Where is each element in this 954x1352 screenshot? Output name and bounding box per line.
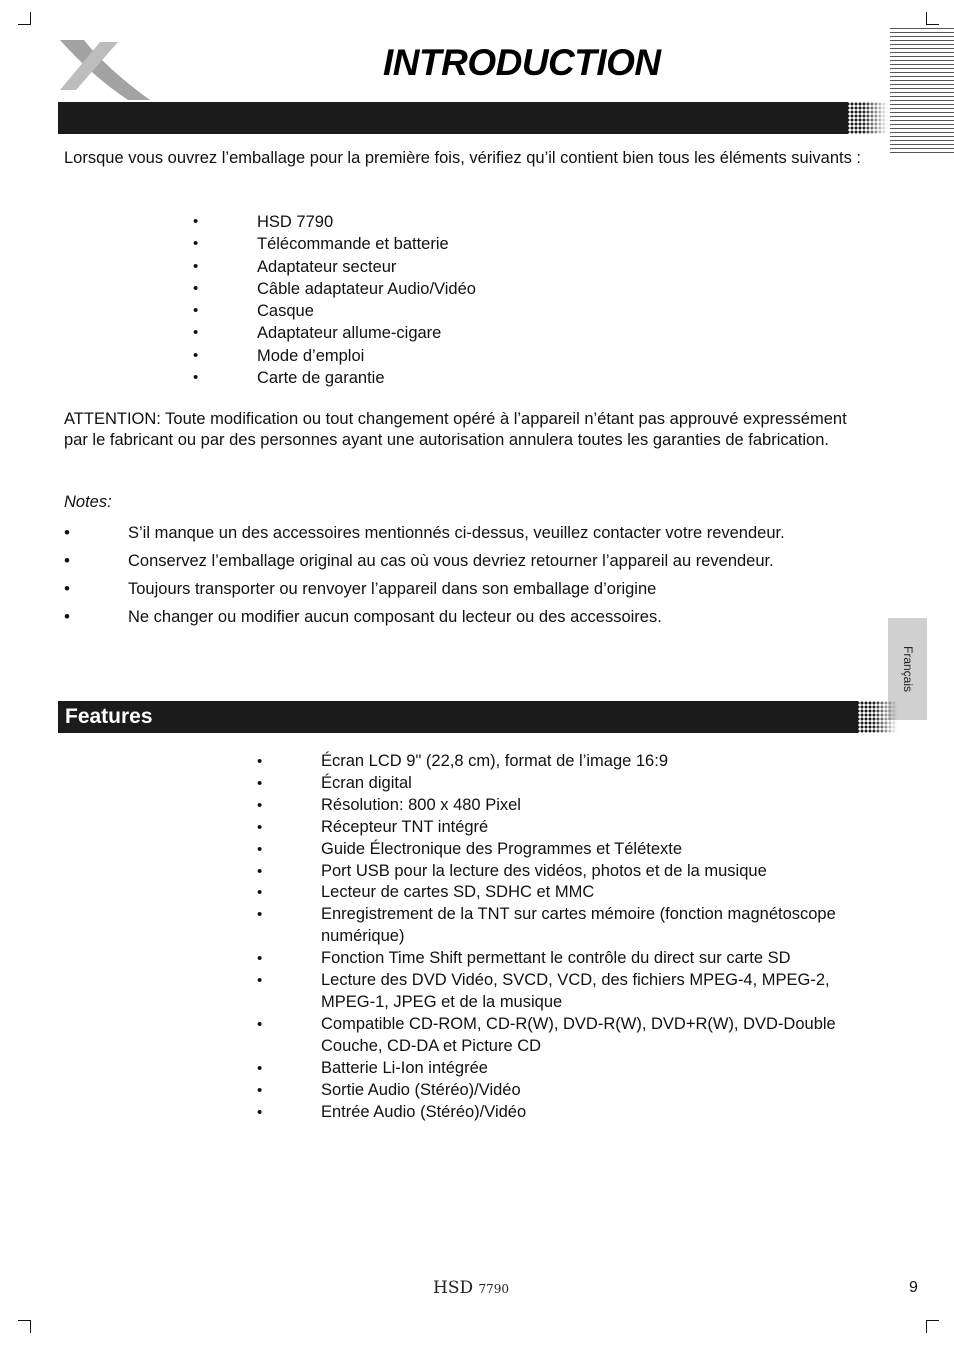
note-item-text: Toujours transporter ou renvoyer l’appareil dans son emballage d’origine: [128, 580, 657, 598]
features-heading: Features: [65, 705, 153, 728]
bullet-icon: •: [193, 279, 199, 297]
bullet-icon: •: [257, 1059, 263, 1077]
feature-item: [257, 948, 877, 970]
feature-item-text: Récepteur TNT intégré: [321, 817, 489, 836]
feature-item: [257, 882, 877, 904]
header-bar: [58, 102, 848, 134]
feature-item: [257, 1014, 877, 1058]
accessory-item-text: Câble adaptateur Audio/Vidéo: [257, 279, 476, 298]
bullet-icon: •: [257, 1081, 263, 1099]
intro-paragraph: Lorsque vous ouvrez l’emballage pour la première fois, vérifiez qu’il contient bien tous les éléments suivants :: [64, 149, 861, 167]
feature-item-text: Guide Électronique des Programmes et Télétexte: [321, 839, 683, 858]
bullet-icon: •: [193, 213, 199, 230]
bullet-icon: •: [257, 818, 263, 836]
note-item: [64, 547, 884, 575]
feature-item-text: Port USB pour la lecture des vidéos, photos et de la musique: [321, 861, 767, 880]
bullet-icon: •: [64, 551, 70, 570]
bullet-icon: •: [257, 1103, 263, 1121]
feature-item: [257, 839, 877, 861]
feature-item-text: Lecteur de cartes SD, SDHC et MMC: [321, 883, 595, 902]
feature-item: [257, 1102, 877, 1124]
accessory-item-text: Adaptateur secteur: [257, 257, 397, 276]
bullet-icon: •: [64, 523, 70, 542]
note-item: [64, 519, 884, 547]
page-number: 9: [909, 1279, 918, 1296]
features-bar: [58, 701, 858, 733]
feature-item: [257, 1058, 877, 1080]
crop-mark-top-right: [926, 12, 939, 25]
crop-mark-top-left: [18, 12, 31, 25]
bullet-icon: •: [257, 884, 263, 902]
accessory-item-text: HSD 7790: [257, 213, 334, 231]
bullet-icon: •: [64, 607, 70, 626]
footer-model: [433, 1278, 509, 1298]
bullet-icon: •: [257, 753, 263, 770]
feature-item-text: Lecture des DVD Vidéo, SVCD, VCD, des fichiers MPEG-4, MPEG-2, MPEG-1, JPEG et de la musique: [321, 971, 830, 1011]
crop-mark-bottom-right: [926, 1320, 939, 1333]
accessory-item: [193, 278, 693, 300]
bullet-icon: •: [193, 257, 199, 275]
feature-item-text: Résolution: 800 x 480 Pixel: [321, 795, 521, 814]
accessory-item-text: Adaptateur allume-cigare: [257, 324, 442, 343]
features-list: [257, 751, 877, 1123]
notes-label: Notes:: [64, 493, 112, 511]
page-title: INTRODUCTION: [383, 42, 661, 83]
bullet-icon: •: [193, 346, 199, 364]
accessory-item: [193, 256, 693, 278]
accessories-list: [193, 211, 693, 389]
bullet-icon: •: [193, 369, 199, 387]
language-tab-label: Français: [900, 645, 915, 693]
accessory-item: [193, 345, 693, 367]
feature-item: [257, 1080, 877, 1102]
feature-item-text: Compatible CD-ROM, CD-R(W), DVD-R(W), DVD+R(W), DVD-Double Couche, CD-DA et Picture CD: [321, 1014, 836, 1055]
feature-item-text: Batterie Li-Ion intégrée: [321, 1058, 488, 1077]
accessory-item: [193, 300, 693, 322]
attention-paragraph: ATTENTION: Toute modification ou tout changement opéré à l’appareil n’étant pas approuvé expressément par le fabricant ou par des personnes ayant une autorisation annulera toutes les garanties de fabrication.: [64, 410, 847, 450]
x-logo-icon: [54, 38, 154, 104]
bullet-icon: •: [257, 972, 263, 990]
accessory-item: [193, 367, 693, 389]
accessory-item-text: Casque: [257, 302, 314, 321]
bullet-icon: •: [193, 235, 199, 253]
bullet-icon: •: [257, 840, 263, 858]
bullet-icon: •: [257, 1015, 263, 1033]
bullet-icon: •: [257, 796, 263, 814]
accessory-item-text: Carte de garantie: [257, 369, 385, 388]
crop-mark-bottom-left: [18, 1320, 31, 1333]
footer-model-number: 7790: [478, 1282, 510, 1296]
accessory-item-text: Mode d’emploi: [257, 346, 365, 365]
accessory-item: [193, 322, 693, 344]
feature-item-text: Sortie Audio (Stéréo)/Vidéo: [321, 1080, 521, 1099]
decorative-stripes: [890, 28, 954, 154]
bullet-icon: •: [257, 906, 263, 924]
bullet-icon: •: [193, 302, 199, 320]
note-item: [64, 603, 884, 631]
notes-list: [64, 519, 884, 631]
note-item: [64, 575, 884, 603]
accessory-item-text: Télécommande et batterie: [257, 235, 449, 254]
feature-item-text: Écran digital: [321, 773, 412, 792]
bullet-icon: •: [257, 862, 263, 880]
header-bar-dot-fade: [846, 102, 888, 134]
feature-item: [257, 970, 877, 1014]
feature-item: [257, 904, 877, 948]
feature-item: [257, 817, 877, 839]
bullet-icon: •: [257, 950, 263, 968]
accessory-item: [193, 233, 693, 255]
feature-item-text: Enregistrement de la TNT sur cartes mémoire (fonction magnétoscope numérique): [321, 905, 836, 946]
note-item-text: Ne changer ou modifier aucun composant du lecteur ou des accessoires.: [128, 608, 662, 626]
feature-item-text: Entrée Audio (Stéréo)/Vidéo: [321, 1102, 527, 1121]
bullet-icon: •: [257, 774, 263, 792]
feature-item-text: Fonction Time Shift permettant le contrôle du direct sur carte SD: [321, 949, 791, 968]
features-bar-dot-fade: [856, 701, 898, 733]
bullet-icon: •: [64, 579, 70, 598]
feature-item-text: Écran LCD 9" (22,8 cm), format de l’image 16:9: [321, 752, 668, 770]
feature-item: [257, 751, 877, 773]
feature-item: [257, 795, 877, 817]
bullet-icon: •: [193, 324, 199, 342]
feature-item: [257, 773, 877, 795]
feature-item: [257, 861, 877, 883]
accessory-item: [193, 211, 693, 233]
note-item-text: S’il manque un des accessoires mentionnés ci-dessus, veuillez contacter votre revendeur.: [128, 524, 785, 542]
note-item-text: Conservez l’emballage original au cas où vous devriez retourner l’appareil au revendeur.: [128, 552, 774, 570]
footer-model-name: HSD: [433, 1278, 474, 1298]
